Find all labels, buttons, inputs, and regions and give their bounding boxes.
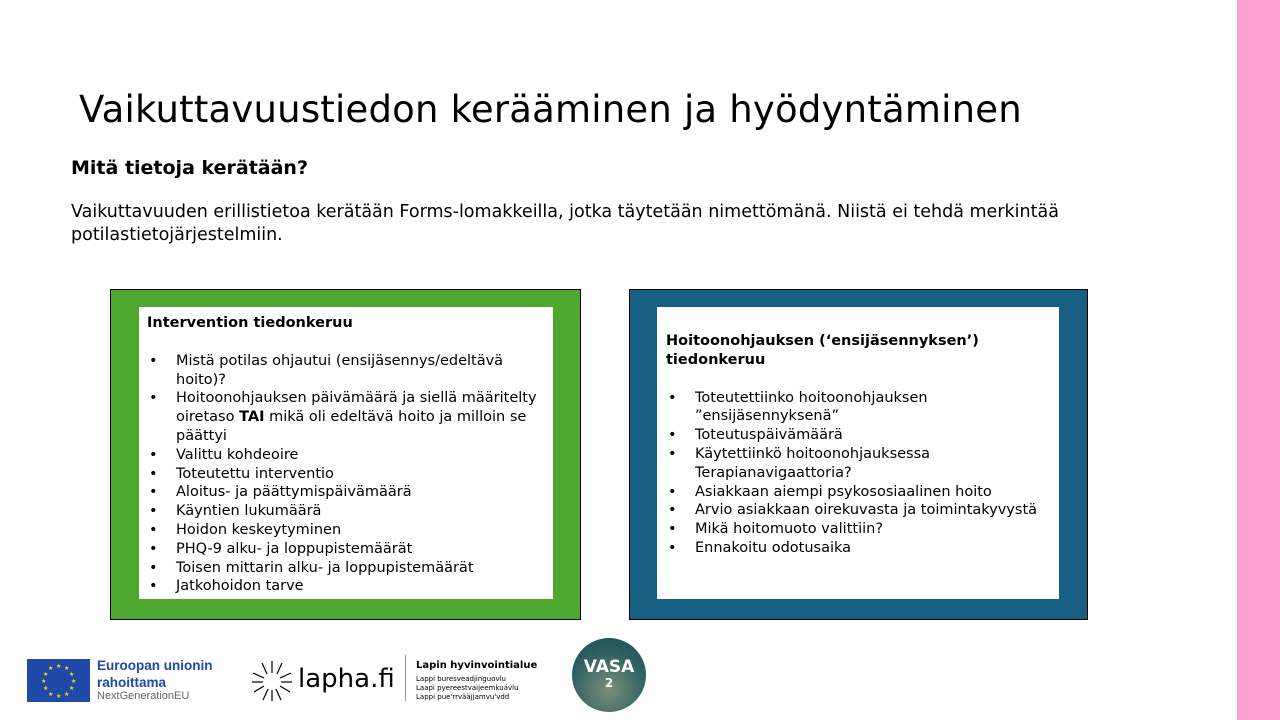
eu-nextgen-text: NextGenerationEU [97, 690, 190, 702]
list-item: • Toteutettiinko hoitoonohjauksen ”ensijäsennyksenä” [666, 389, 1050, 427]
referral-heading: Hoitoonohjauksen (‘ensijäsennyksen’) tiedonkeruu [666, 333, 979, 368]
list-item: • Ennakoitu odotusaika [666, 539, 1050, 558]
eu-text: Euroopan unionin rahoittama [97, 658, 213, 690]
lapha-sun-icon [251, 660, 293, 702]
logo-divider [405, 655, 406, 701]
accent-stripe [1237, 0, 1280, 720]
list-item: • Asiakkaan aiempi psykososiaalinen hoito [666, 483, 1050, 502]
list-item: • Jatkohoidon tarve [147, 577, 545, 596]
list-item: • Mikä hoitomuoto valittiin? [666, 520, 1050, 539]
intervention-heading: Intervention tiedonkeruu [147, 315, 353, 331]
list-item: • Käyntien lukumäärä [147, 502, 545, 521]
page-title: Vaikuttavuustiedon kerääminen ja hyödyntäminen [79, 88, 1022, 131]
referral-box [629, 289, 1088, 620]
list-item: • Käytettiinkö hoitoonohjauksessa Terapianavigaattoria? [666, 445, 1050, 483]
intervention-list [147, 352, 545, 596]
referral-box-content [657, 307, 1059, 599]
logo-bar [0, 630, 700, 720]
referral-list [666, 389, 1050, 558]
subheading: Mitä tietoja kerätään? [71, 157, 308, 179]
list-item: • Toteutuspäivämäärä [666, 426, 1050, 445]
intervention-box [110, 289, 581, 620]
list-item: • Mistä potilas ohjautui (ensijäsennys/edeltävä hoito)? [147, 352, 545, 390]
list-item: • Hoitoonohjauksen päivämäärä ja siellä määritelty oiretaso TAI mikä oli edeltävä hoito ja milloin se päättyi [147, 389, 545, 445]
list-item: • Arvio asiakkaan oirekuvasta ja toimintakyvystä [666, 501, 1050, 520]
lapin-subtitles: Lappi buresveadjinguovlu Laapi pyereestvaijeemkuávlu Lappi pue'rrvääjjamvu'vdd [416, 675, 519, 701]
list-item: • Hoidon keskeytyminen [147, 521, 545, 540]
list-item: • Aloitus- ja päättymispäivämäärä [147, 483, 545, 502]
list-item: • Valittu kohdeoire [147, 446, 545, 465]
list-item: • Toisen mittarin alku- ja loppupistemäärät [147, 559, 545, 578]
body-text: Vaikuttavuuden erillistietoa kerätään Forms-lomakkeilla, jotka täytetään nimettömänä. Niistä ei tehdä merkintää potilastietojärjestelmiin. [71, 202, 1059, 245]
intervention-box-content [139, 307, 553, 599]
vasa2-logo: VASA 2 [572, 638, 646, 712]
lapin-title: Lapin hyvinvointialue [416, 660, 538, 671]
eu-flag-logo: ★ ★ ★ ★ ★ ★ ★ ★ ★ ★ ★ ★ [27, 659, 90, 702]
list-item: • Toteutettu interventio [147, 465, 545, 484]
list-item: • PHQ-9 alku- ja loppupistemäärät [147, 540, 545, 559]
lapha-logo-text: lapha.fi [298, 664, 395, 694]
